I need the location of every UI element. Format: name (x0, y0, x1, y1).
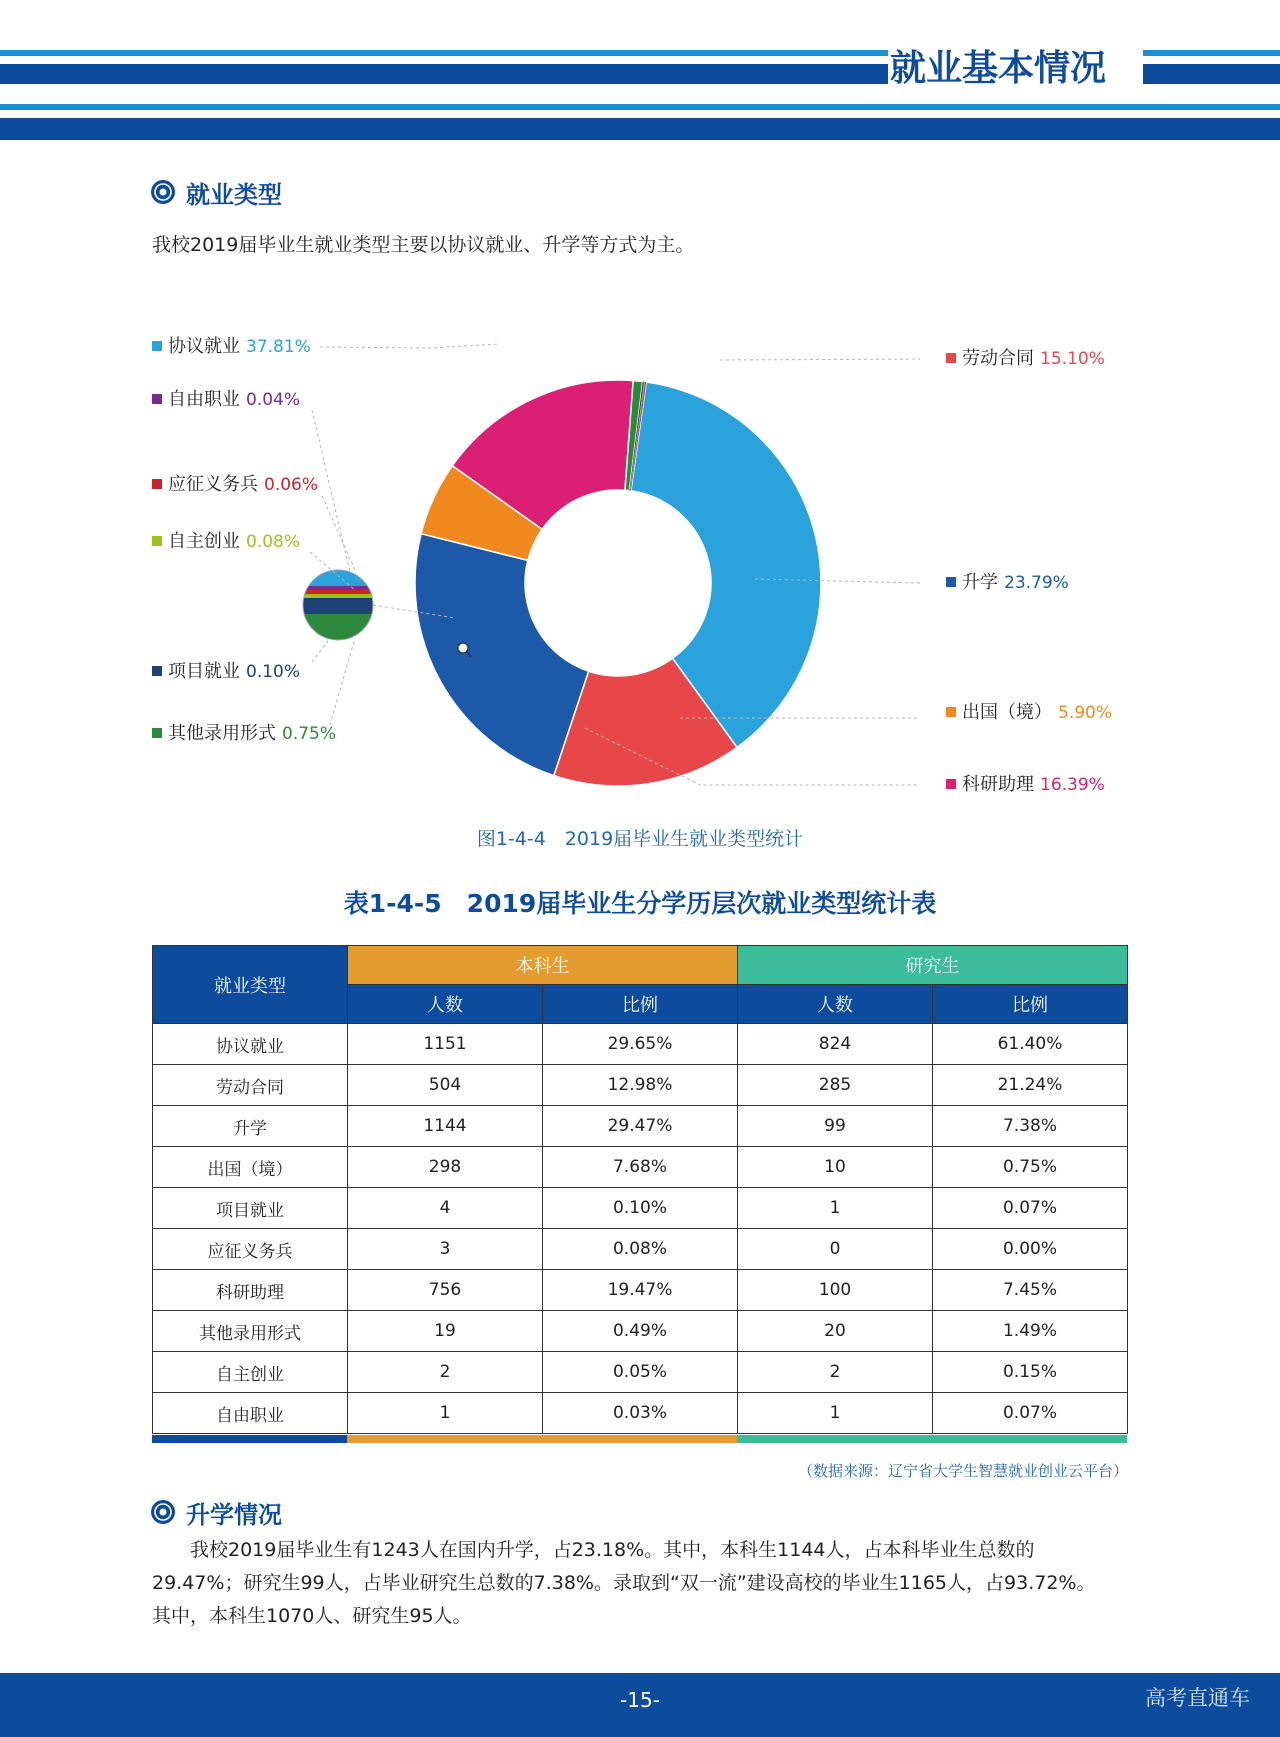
university-emblem-icon (150, 179, 176, 205)
legend-label-slice-3: 升学 (962, 572, 998, 593)
cell-ug-count: 3 (348, 1229, 543, 1270)
legend-label-slice-6: 其他录用形式 (168, 723, 276, 744)
header-stripe-dark-bottom (0, 118, 1280, 140)
table-row (153, 1106, 1128, 1147)
header-stripe-light-mid (0, 104, 1280, 110)
magnifier-band-slice-10 (303, 586, 373, 590)
legend-label-slice-5: 科研助理 (962, 774, 1034, 795)
cell-ug-ratio: 0.05% (543, 1352, 738, 1393)
cell-ug-ratio: 0.03% (543, 1393, 738, 1434)
header-employment-type: 就业类型 (153, 946, 348, 1024)
section-intro: 我校2019届毕业生就业类型主要以协议就业、升学等方式为主。 (152, 234, 695, 256)
legend-value-slice-2: 15.10% (1040, 349, 1105, 369)
section2-line-3: 其中，本科生1070人、研究生95人。 (152, 1605, 472, 1627)
header-ug-ratio: 比例 (543, 985, 738, 1024)
cell-ug-count: 756 (348, 1270, 543, 1311)
table-row (153, 1270, 1128, 1311)
cell-ug-ratio: 0.49% (543, 1311, 738, 1352)
watermark-text: 高考直通车 (1145, 1686, 1250, 1710)
cell-pg-ratio: 7.45% (933, 1270, 1128, 1311)
section-further-study (150, 1492, 282, 1532)
legend-label-slice-1: 协议就业 (168, 336, 240, 357)
page-number: -15- (620, 1688, 660, 1712)
legend-label-slice-7: 项目就业 (168, 661, 240, 682)
legend-label-slice-4: 出国（境） (962, 702, 1052, 723)
legend-marker-slice-2 (946, 353, 956, 363)
cell-ug-count: 298 (348, 1147, 543, 1188)
magnifier-band-slice-7 (303, 598, 373, 614)
cell-pg-count: 20 (738, 1311, 933, 1352)
cell-ug-count: 2 (348, 1352, 543, 1393)
cell-pg-count: 0 (738, 1229, 933, 1270)
header-ug-count: 人数 (348, 985, 543, 1024)
employment-type-donut-chart (0, 300, 1280, 810)
leader-line-slice-1 (320, 344, 500, 348)
leader-line-slice-2 (720, 359, 920, 360)
leader-line-slice-6 (330, 638, 355, 725)
cell-pg-ratio: 61.40% (933, 1024, 1128, 1065)
legend-label-slice-10: 自由职业 (168, 389, 240, 410)
legend-value-slice-3: 23.79% (1004, 573, 1069, 593)
table-row (153, 1024, 1128, 1065)
donut-slice-3 (415, 534, 589, 776)
magnifier-band-slice-8 (303, 594, 373, 598)
legend-marker-slice-9 (152, 479, 162, 489)
cell-type: 自由职业 (153, 1393, 348, 1434)
table-bar-undergraduate (347, 1435, 737, 1443)
cell-ug-count: 504 (348, 1065, 543, 1106)
legend-value-slice-6: 0.75% (282, 724, 337, 744)
cell-ug-ratio: 0.08% (543, 1229, 738, 1270)
cell-pg-ratio: 21.24% (933, 1065, 1128, 1106)
table-row (153, 1147, 1128, 1188)
cell-pg-ratio: 7.38% (933, 1106, 1128, 1147)
header-stripe-dark-top (0, 64, 888, 84)
table-row (153, 1229, 1128, 1270)
cell-pg-count: 99 (738, 1106, 933, 1147)
magnifier-band-slice-1 (303, 570, 373, 586)
cell-pg-ratio: 0.00% (933, 1229, 1128, 1270)
magnifier-band-slice-9 (303, 590, 373, 594)
chart-caption: 图1-4-4 2019届毕业生就业类型统计 (476, 828, 804, 850)
cell-ug-count: 19 (348, 1311, 543, 1352)
cell-pg-count: 100 (738, 1270, 933, 1311)
section-title: 就业类型 (186, 180, 282, 209)
header-pg-ratio: 比例 (933, 985, 1128, 1024)
cell-type: 科研助理 (153, 1270, 348, 1311)
legend-marker-slice-5 (946, 779, 956, 789)
legend-marker-slice-3 (946, 577, 956, 587)
employment-stats-table (152, 945, 1128, 1434)
cell-type: 应征义务兵 (153, 1229, 348, 1270)
cell-pg-count: 10 (738, 1147, 933, 1188)
cell-pg-count: 824 (738, 1024, 933, 1065)
cell-pg-count: 2 (738, 1352, 933, 1393)
table-title: 表1-4-5 2019届毕业生分学历层次就业类型统计表 (343, 889, 937, 918)
cell-ug-ratio: 0.10% (543, 1188, 738, 1229)
legend-value-slice-10: 0.04% (246, 390, 301, 410)
legend-value-slice-5: 16.39% (1040, 775, 1105, 795)
table-row (153, 1065, 1128, 1106)
header-stripe-light-right (1143, 50, 1280, 56)
cell-pg-count: 1 (738, 1393, 933, 1434)
table-row (153, 1188, 1128, 1229)
cell-pg-count: 285 (738, 1065, 933, 1106)
header-undergraduate: 本科生 (348, 946, 738, 985)
legend-marker-slice-6 (152, 728, 162, 738)
header-stripe-light-top (0, 50, 888, 56)
data-source-note: （数据来源：辽宁省大学生智慧就业创业云平台） (797, 1462, 1128, 1480)
legend-value-slice-8: 0.08% (246, 532, 301, 552)
leader-line-slice-9 (322, 496, 356, 572)
cell-ug-ratio: 12.98% (543, 1065, 738, 1106)
cell-type: 其他录用形式 (153, 1311, 348, 1352)
legend-value-slice-7: 0.10% (246, 662, 301, 682)
table-bar-type (152, 1435, 347, 1443)
cell-ug-count: 1 (348, 1393, 543, 1434)
page-header-title: 就业基本情况 (890, 48, 1107, 89)
legend-label-slice-9: 应征义务兵 (168, 474, 258, 495)
cell-pg-ratio: 1.49% (933, 1311, 1128, 1352)
cell-type: 劳动合同 (153, 1065, 348, 1106)
legend-marker-slice-4 (946, 707, 956, 717)
legend-marker-slice-7 (152, 666, 162, 676)
cell-type: 协议就业 (153, 1024, 348, 1065)
legend-value-slice-1: 37.81% (246, 337, 311, 357)
cell-pg-count: 1 (738, 1188, 933, 1229)
section-employment-type (150, 172, 282, 212)
cell-ug-ratio: 19.47% (543, 1270, 738, 1311)
cell-pg-ratio: 0.07% (933, 1393, 1128, 1434)
cell-pg-ratio: 0.75% (933, 1147, 1128, 1188)
cell-ug-ratio: 29.47% (543, 1106, 738, 1147)
legend-label-slice-2: 劳动合同 (962, 348, 1034, 369)
section2-line-2: 29.47%；研究生99人，占毕业研究生总数的7.38%。录取到“双一流”建设高校的毕业生1165人，占93.72%。 (152, 1572, 1096, 1594)
header-stripe-dark-right (1143, 64, 1280, 84)
leader-line-slice-7 (312, 638, 330, 662)
section-title: 升学情况 (186, 1500, 282, 1529)
cell-type: 出国（境） (153, 1147, 348, 1188)
cell-pg-ratio: 0.07% (933, 1188, 1128, 1229)
table-row (153, 1393, 1128, 1434)
legend-marker-slice-1 (152, 341, 162, 351)
cell-ug-ratio: 7.68% (543, 1147, 738, 1188)
cell-type: 自主创业 (153, 1352, 348, 1393)
table-row (153, 1311, 1128, 1352)
header-pg-count: 人数 (738, 985, 933, 1024)
cell-ug-count: 4 (348, 1188, 543, 1229)
table-row (153, 1352, 1128, 1393)
legend-value-slice-9: 0.06% (264, 475, 319, 495)
cell-ug-ratio: 29.65% (543, 1024, 738, 1065)
university-emblem-icon (150, 1499, 176, 1525)
legend-label-slice-8: 自主创业 (168, 531, 240, 552)
cell-ug-count: 1144 (348, 1106, 543, 1147)
cell-pg-ratio: 0.15% (933, 1352, 1128, 1393)
legend-marker-slice-10 (152, 394, 162, 404)
cell-type: 升学 (153, 1106, 348, 1147)
small-slices-magnifier (303, 570, 373, 642)
legend-value-slice-4: 5.90% (1058, 703, 1113, 723)
cell-ug-count: 1151 (348, 1024, 543, 1065)
legend-marker-slice-8 (152, 536, 162, 546)
cell-type: 项目就业 (153, 1188, 348, 1229)
table-bar-postgraduate (737, 1435, 1127, 1443)
header-postgraduate: 研究生 (738, 946, 1128, 985)
section2-line-1: 我校2019届毕业生有1243人在国内升学，占23.18%。其中，本科生1144人，占本科毕业生总数的 (152, 1539, 1035, 1561)
magnifier-band-slice-6 (303, 614, 373, 642)
